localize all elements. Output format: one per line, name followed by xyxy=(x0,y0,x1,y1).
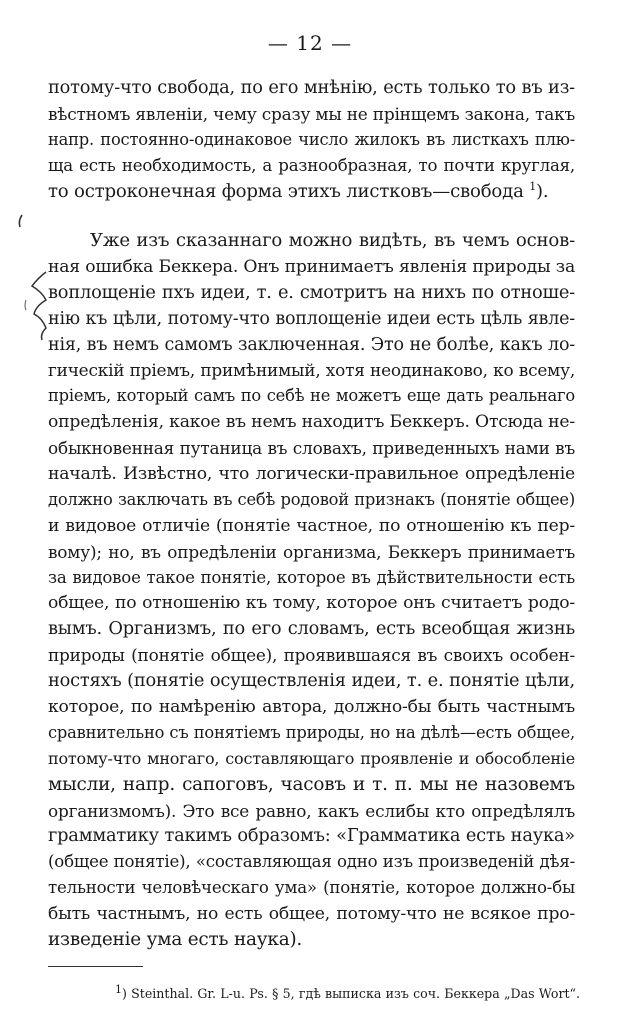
text-line: сравнительно съ понятіемъ природы, но на дѣлѣ—есть общее, xyxy=(48,722,575,742)
text-line: ная ошибка Беккера. Онъ принимаетъ явленія природы за xyxy=(48,256,575,277)
footnote-marker: 1 xyxy=(529,179,537,193)
margin-bracket-mark xyxy=(12,210,52,350)
footnote-text: ) Steinthal. Gr. L-u. Ps. § 5, гдѣ выписка изъ соч. Беккера „Das Wort“. xyxy=(122,986,580,1001)
text-line: обыкновенная путаница въ словахъ, приведенныхъ нами въ xyxy=(48,438,575,459)
text-line xyxy=(48,177,548,207)
text-line: мысли, напр. сапоговъ, часовъ и т. п. мы не назовемъ xyxy=(48,773,575,795)
text-line: ностяхъ (понятіе осуществленія идеи, т. е. понятіе цѣли, xyxy=(48,670,575,692)
text-line: общее, по отношенію къ тому, которое онъ считаетъ родо- xyxy=(48,593,575,614)
text-line-end: ). xyxy=(536,180,549,202)
text-line: напр. постоянно-одинаковое число жилокъ въ листкахъ плю- xyxy=(48,129,575,149)
text-line: гическій пріемъ, примѣнимый, хотя неодинаково, ко всему, xyxy=(48,360,575,381)
footnote xyxy=(115,982,580,1001)
text-line: нія, въ немъ самомъ заключенная. Это не болѣе, какъ ло- xyxy=(48,334,575,355)
footnote-marker: 1 xyxy=(115,982,122,996)
text-line: вымъ. Организмъ, по его словамъ, есть всеобщая жизнь xyxy=(48,618,575,640)
text-line: ща есть необходимость, а разнообразная, то почти круглая, xyxy=(48,155,575,175)
text-line: быть частнымъ, но есть общее, потому-что не всякое про- xyxy=(48,904,575,925)
text-line: должно заключать въ себѣ родовой признакъ (понятіе общее) xyxy=(48,489,575,509)
text-line: Уже изъ сказаннаго можно видѣть, въ чемъ основ- xyxy=(90,230,575,251)
text-line: за видовое такое понятіе, которое въ дѣйствительности есть xyxy=(48,567,575,587)
text-line: воплощеніе пхъ идеи, т. е. смотритъ на нихъ по отноше- xyxy=(48,281,575,303)
text-line: нію къ цѣли, потому-что воплощеніе идеи есть цѣль явле- xyxy=(48,308,575,329)
page-number: — 12 — xyxy=(267,31,353,55)
text-line-content: то остроконечная форма этихъ листковъ—свобода xyxy=(48,180,524,202)
text-line: вѣстномъ явленіи, чему сразу мы не прінщемъ закона, такъ xyxy=(48,103,576,124)
text-line: вому); но, въ опредѣленіи организма, Беккеръ принимаетъ xyxy=(48,541,575,562)
text-line: (общее понятіе), «составляющая одно изъ произведеній дѣя- xyxy=(48,852,575,872)
footnote-divider xyxy=(48,966,143,967)
text-line: природы (понятіе общее), проявившаяся въ своихъ особен- xyxy=(48,645,575,666)
text-line: и видовое отличіе (понятіе частное, по отношенію къ пер- xyxy=(48,515,575,536)
text-line: потому-что свобода, по его мнѣнію, есть только то въ из- xyxy=(48,77,575,98)
text-line: началѣ. Извѣстно, что логически-правильное опредѣленіе xyxy=(48,464,575,484)
text-line: грамматику такимъ образомъ: «Грамматика есть наука» xyxy=(48,825,575,847)
text-line: опредѣленія, какое въ немъ находитъ Беккеръ. Отсюда не- xyxy=(48,412,575,433)
text-line: организмомъ). Это все равно, какъ еслибы кто опредѣлялъ xyxy=(48,800,575,821)
text-line: которое, по намѣренію автора, должно-бы быть частнымъ xyxy=(48,697,575,717)
text-line: потому-что многаго, составляющаго проявленіе и обособленіе xyxy=(48,748,575,768)
text-line: тельности человѣческаго ума» (понятіе, которое должно-бы xyxy=(48,878,575,898)
text-line: изведеніе ума есть наука). xyxy=(48,929,303,950)
text-line: пріемъ, который самъ по себѣ не можетъ еще дать реальнаго xyxy=(48,386,575,406)
